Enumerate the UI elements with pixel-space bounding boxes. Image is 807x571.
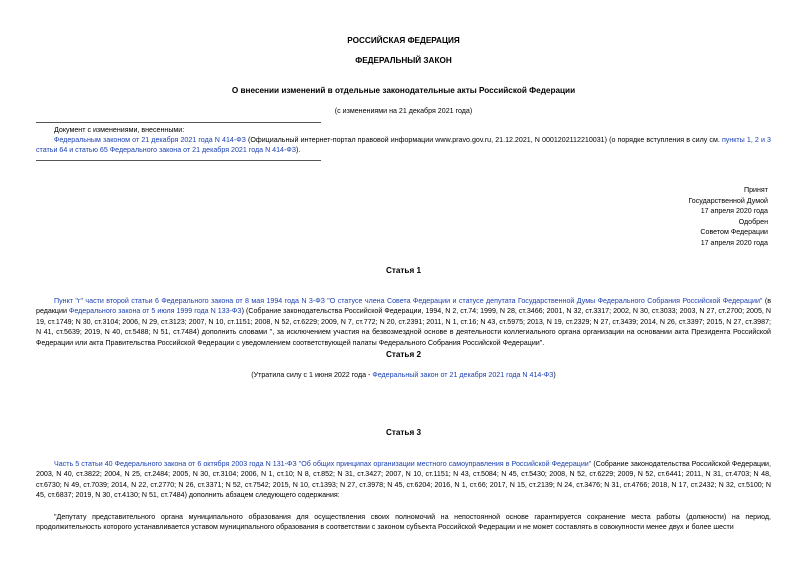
adoption-block [560,185,768,249]
article-2-text: (Утратила силу с 1 июня 2022 года - [251,371,373,379]
adoption-line: Государственной Думой [688,196,768,205]
country-heading: РОССИЙСКАЯ ФЕДЕРАЦИЯ [347,36,460,45]
law-title: О внесении изменений в отдельные законодательные акты Российской Федерации [231,86,576,95]
changes-divider-top [36,122,321,123]
article-3-body [36,459,771,501]
changes-block [36,135,771,156]
adoption-line: 17 апреля 2020 года [700,207,768,216]
adoption-line: Одобрен [738,217,768,226]
article-1-heading: Статья 1 [385,266,422,275]
changes-points-link[interactable]: пункты 1, 2 [721,136,759,144]
article-1-amend-link[interactable]: Федерального закона от 5 июля 1999 года N 133-ФЗ [68,307,242,316]
article-2-heading: Статья 2 [385,350,422,359]
article-3-law-link[interactable]: Часть 5 статьи 40 Федерального закона от 6 октября 2003 года N 131-ФЗ "Об общих принципах организации местного самоуправления в Российской Федерации" [54,460,592,468]
article-2-body [0,370,807,380]
changes-law-link[interactable]: Федеральным законом от 21 декабря 2021 года N 414-ФЗ [54,136,246,144]
article-3-text: (Собрание законодательства Российской Федерации, 2003, N 40, ст.3822; 2004, N 25, ст.2484; 2005, N 30, ст.3104; 2006, N 1, ст.10; N 8, ст.852; N 31, ст.3427; 2007, N 10, ст.1151; N 43, ст.5084; N 45, ст.5430; 2008, N 52, ст.6229; 2009, N 52, ст.6441; 2011, N 31, ст.4703; N 48, ст.6730; N 49, ст.7039; 2014, N 22, ст.2770; N 26, ст.3371; N 52, ст.7542; 2015, N 10, ст.1393; N 27, ст.3978; N 45, ст.6204; 2016, N 1, ст.66; 2017, N 15, ст.2139; N 24, ст.3476; N 31, ст.4766; 2018, N 17, ст.2432; N 32, ст.5100; N 45, ст.6837; 2019, N 30, ст.4130; N 51, ст.7484) дополнить абзацем следующего содержания: [36,460,771,500]
article-1-law-link[interactable]: Пункт "г" части второй статьи 6 Федерального закона от 8 мая 1994 года N 3-ФЗ "О статусе члена Совета Федерации и статусе депутата Государственной Думы Федерального Собрания Российской Федерации" [54,297,763,305]
article-1-body [36,296,771,348]
law-type-heading: ФЕДЕРАЛЬНЫЙ ЗАКОН [355,56,452,65]
changes-articles-link[interactable]: и 3 статьи 64 и статью 65 Федерального закона от 21 декабря 2021 года N 414-ФЗ [36,136,771,155]
law-subtitle: (с изменениями на 21 декабря 2021 года) [334,107,473,115]
article-3-quote [36,512,771,533]
changes-intro: Документ с изменениями, внесенными: [54,126,185,134]
adoption-line: 17 апреля 2020 года [700,238,768,247]
changes-close: ). [296,146,301,155]
adoption-line: Принят [743,186,768,194]
changes-text: (Официальный интернет-портал правовой информации www.pravo.gov.ru, 21.12.2021, N 0001202112210031) (о порядке вступления в силу см. [245,136,722,144]
article-3-quote-text: "Депутату представительного органа муниципального образования для осуществления своих полномочий на непостоянной основе гарантируется сохранение места работы (должности) на период, продолжительность которого устанавливается уставом муниципального образования в соответствии с законом субъекта Российской Федерации и не может составлять в совокупности менее двух и более шести [36,513,771,532]
article-2-law-link[interactable]: Федеральный закон от 21 декабря 2021 года N 414-ФЗ [372,371,554,379]
article-1-text: (в редакции [36,297,771,316]
article-2-close: ) [553,371,556,379]
article-1-text-2: ) (Собрание законодательства Российской Федерации, 1994, N 2, ст.74; 1999, N 28, ст.3466; 2001, N 32, ст.3317; 2002, N 30, ст.3033; 2003, N 27, ст.2700; 2005, N 19, ст.1749; N 30, ст.3104; 2006, N 29, ст.3123; 2007, N 10, ст.1151; 2008, N 52, ст.6229; 2009, N 7, ст.772; N 20, ст.2391; 2011, N 1, ст.16; N 43, ст.5975; 2013, N 19, ст.2329; N 27, ст.3439; 2014, N 26, ст.3397; 2015, N 27, ст.3987; N 41, ст.5639; 2019, N 40, ст.5488; N 51, ст.7484) дополнить словами ", за исключением участия на безвозмездной основе в деятельности коллегиального органа организации на основании акта Президента Российской Федерации или акта Правительства Российской Федерации с уведомлением соответствующей палаты Федерального Собрания Российской Федерации". [36,307,771,347]
changes-divider-bottom [36,160,321,161]
adoption-line: Советом Федерации [700,228,768,237]
article-3-heading: Статья 3 [385,428,422,437]
